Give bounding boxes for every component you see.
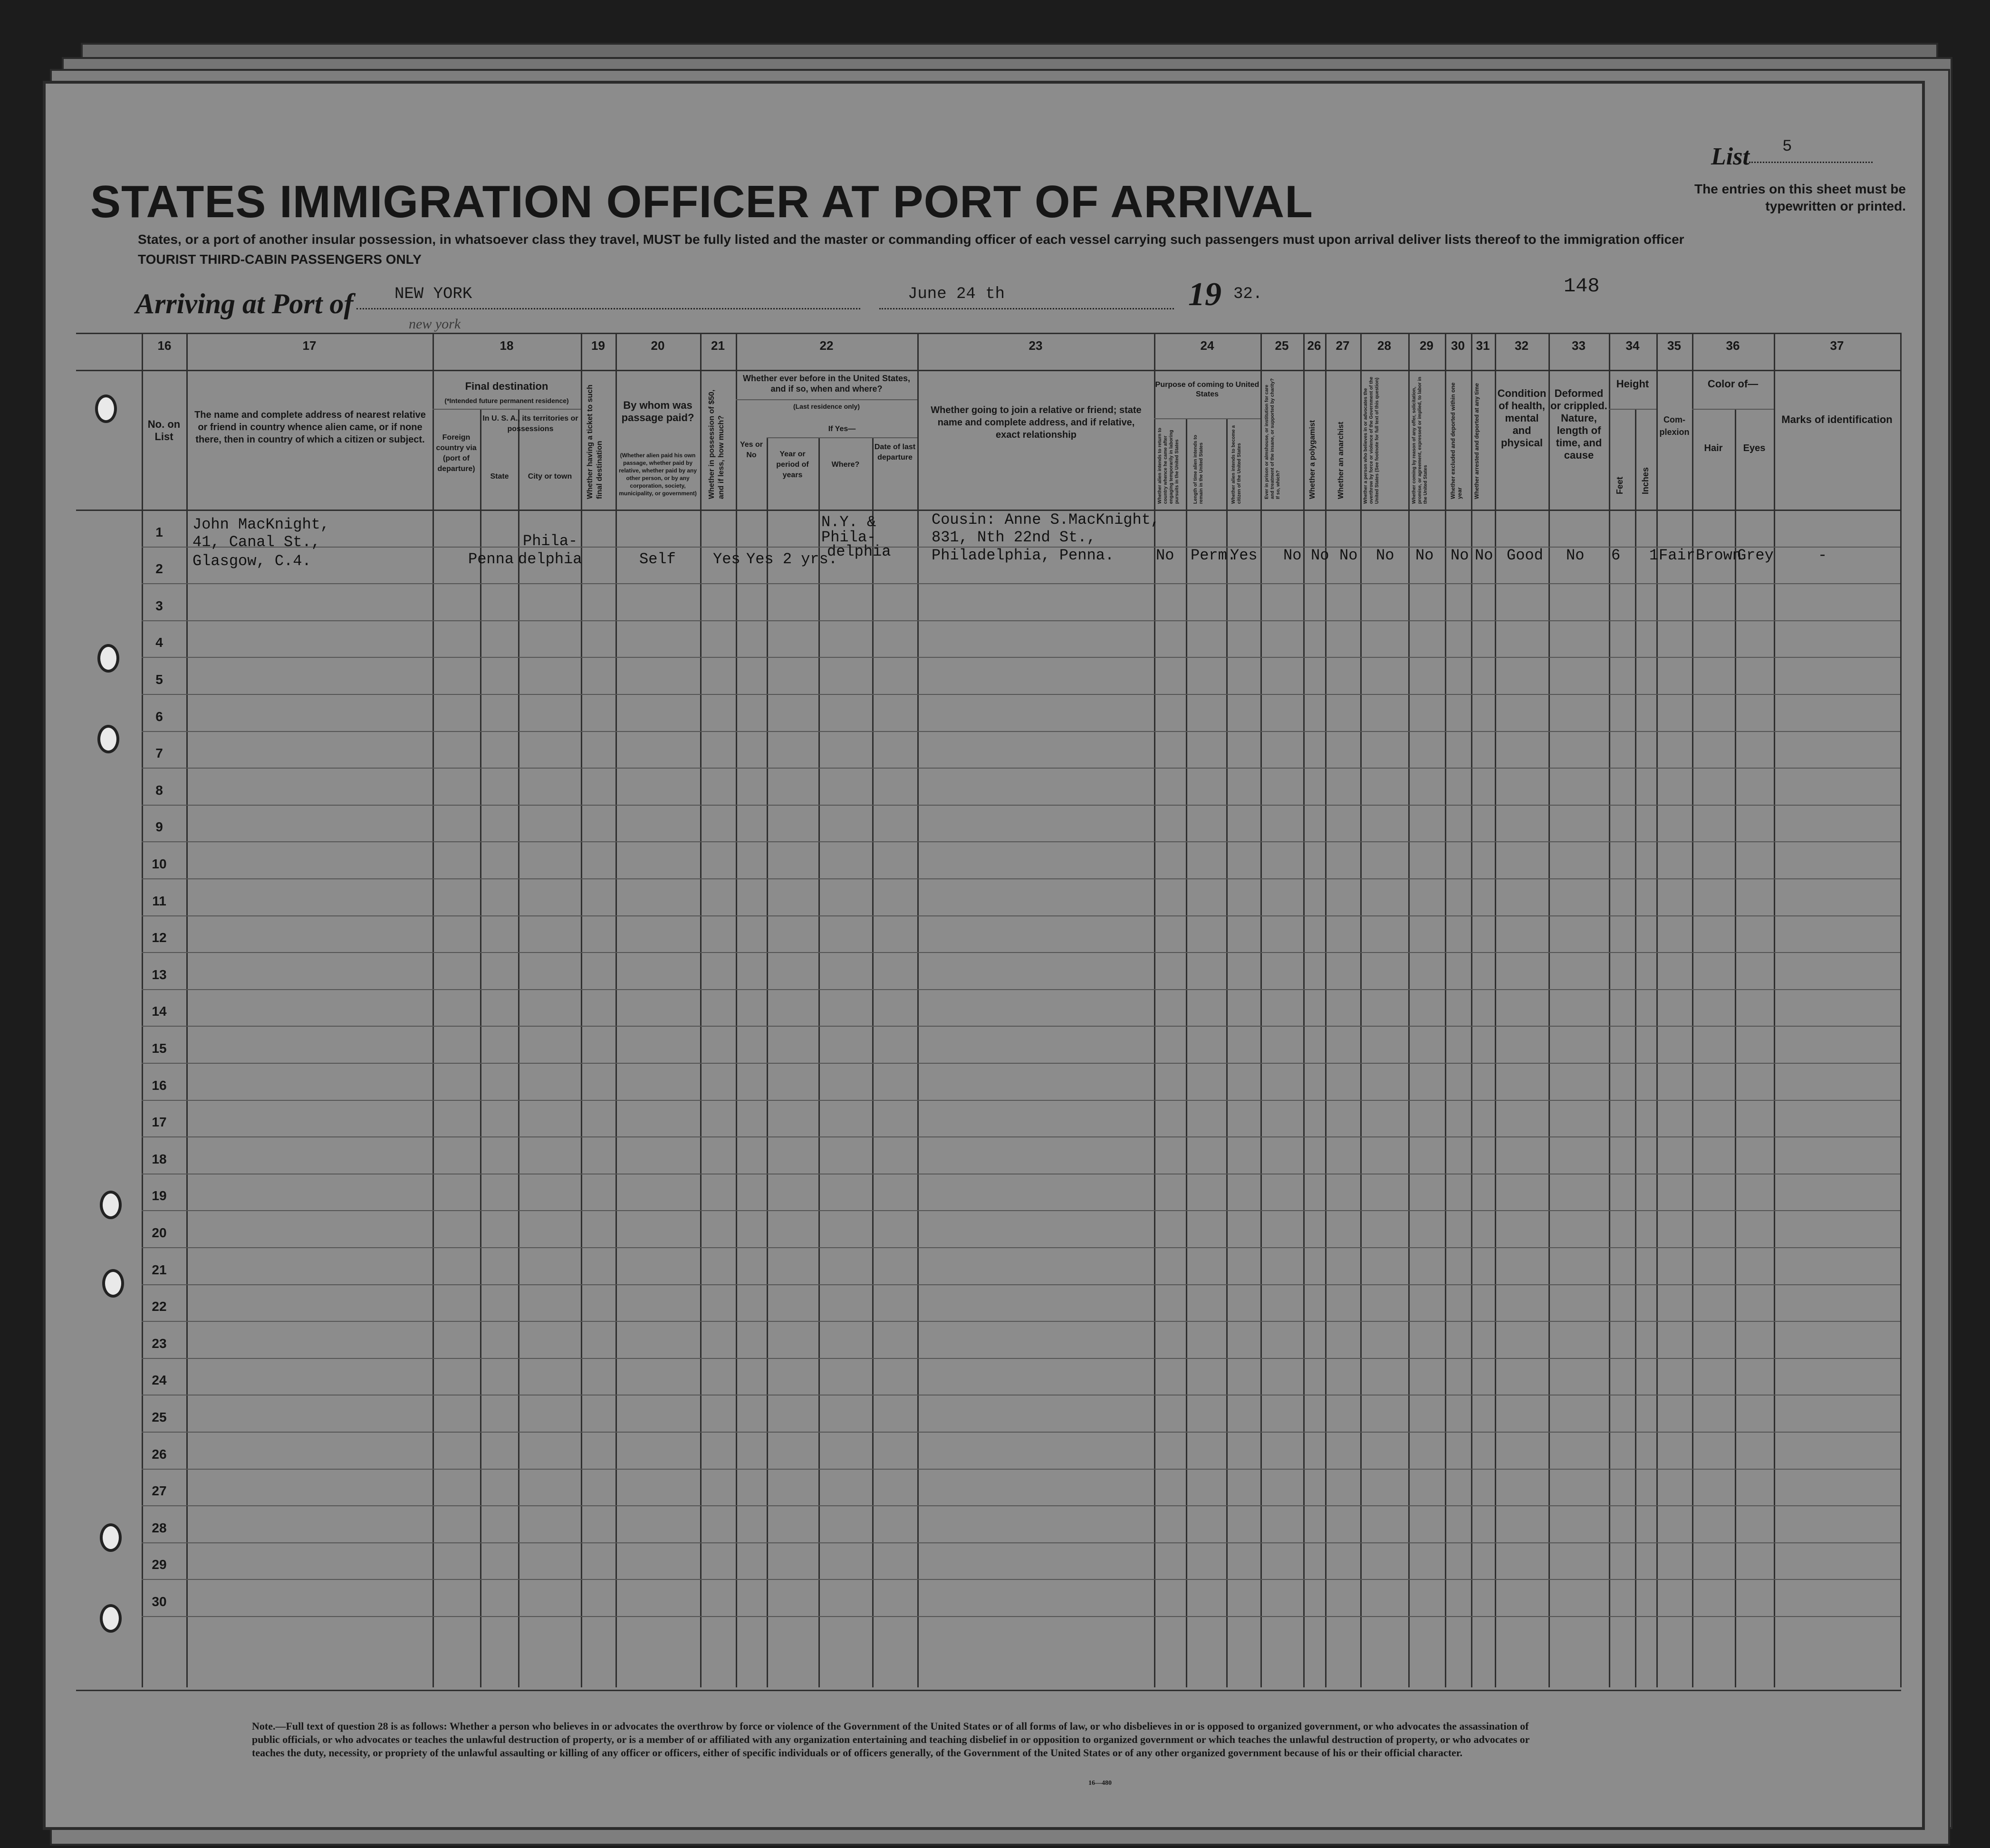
header-inches: Inches: [1641, 467, 1650, 494]
entry-inches: 1: [1649, 547, 1659, 564]
header-join-relative: Whether going to join a relative or friend; state name and complete address, and if relative, exact relationship: [931, 405, 1142, 440]
row-number: 29: [152, 1557, 167, 1572]
col-rule: [581, 333, 582, 1687]
instruction-line: States, or a port of another insular possession, in whatsoever class they travel, MUST be fully listed and the master or commanding officer of each vessel carrying such passengers must upon arrival deliver lists thereof to the immigration officer: [138, 232, 1684, 247]
col-num-25: 25: [1275, 338, 1289, 353]
col-rule: [1408, 333, 1410, 1687]
col-rule: [1635, 409, 1636, 1687]
header-q29: Whether coming by reason of any offer, solicitation, promise, or agreement, expressed or implied, to labor in the United States: [1412, 376, 1428, 504]
col-num-33: 33: [1572, 338, 1586, 353]
col-num-27: 27: [1336, 338, 1350, 353]
row-number: 26: [152, 1446, 167, 1462]
header-by-whom-note: (Whether alien paid his own passage, whether paid by relative, whether paid by any other person, or by any corporation, society, municipality, or government): [618, 452, 697, 497]
header-by-whom: By whom was passage paid?: [621, 399, 694, 424]
col-rule: [433, 333, 434, 1687]
col-rule: [700, 333, 702, 1687]
entry-ever-before: Yes 2 yrs.: [746, 550, 838, 568]
header-ticket: Whether having a ticket to such final destination: [586, 385, 604, 499]
row-number: 30: [152, 1594, 167, 1609]
row-number: 13: [152, 967, 167, 982]
col-num-36: 36: [1726, 338, 1740, 353]
header-marks: Marks of identification: [1781, 414, 1893, 425]
arrival-date: June 24 th: [908, 285, 1005, 303]
row-rule: [142, 1616, 1900, 1617]
header-city: City or town: [528, 472, 572, 481]
col-rule: [767, 437, 768, 1687]
entries-note: The entries on this sheet must be typewritten or printed.: [1694, 182, 1906, 213]
entry-where-line1: N.Y. &: [821, 513, 876, 531]
col-num-16: 16: [157, 338, 172, 353]
footer-note: Note.—Full text of question 28 is as follows: Whether a person who believes in or advocates the overthrow by force or violence of the Government of the United States or of all forms of law, or who disbelieves in or is opposed to organized government, or who advocates the assassination of public officials, or who advocates or teaches the unlawful destruction of property, or is a member of or affiliated with any organization entertaining and teaching disbelief in or opposition to organized government or which teaches the unlawful destruction of property, or who advocates or teaches the duty, necessity, or propriety of the unlawful assaulting or killing of any officer or officers, either of specific individuals or of officers generally, of the Government of the United States or of any other organized government because of his or their official character.: [252, 1720, 1530, 1759]
col-num-28: 28: [1377, 338, 1391, 353]
entry-paid-by: Self: [639, 550, 676, 568]
subheader-rule: [433, 409, 581, 410]
row-rule: [142, 583, 1900, 584]
row-number: 21: [152, 1262, 167, 1277]
col-rule: [1774, 333, 1775, 1687]
header-no-on-list: No. on List: [147, 418, 181, 443]
row-rule: [142, 620, 1900, 621]
header-ever-before: Whether ever before in the United States, and if so, when and where?: [742, 374, 911, 394]
port-value: NEW YORK: [394, 285, 472, 303]
row-rule: [142, 1579, 1900, 1580]
entry-q28: No: [1376, 547, 1394, 564]
header-ever-before-note: (Last residence only): [793, 403, 860, 410]
row-rule: [142, 1358, 1900, 1359]
entry-city-line1: Phila-: [523, 532, 578, 550]
header-purpose-citizen: Whether alien intends to become a citizen of the United States: [1231, 425, 1242, 504]
row-number: 3: [155, 598, 163, 613]
header-prison: Ever in prison or almshouse, or institution for care and treatment of the insane, or supported by charity? If so, which?: [1264, 378, 1281, 499]
row-rule: [142, 694, 1900, 695]
row-number: 20: [152, 1225, 167, 1240]
col-rule: [1154, 333, 1155, 1687]
entry-prison: No: [1283, 547, 1302, 564]
year-suffix: 32.: [1233, 285, 1263, 303]
col-rule: [1325, 333, 1327, 1687]
header-foreign-country: Foreign country via (port of departure): [436, 433, 477, 473]
subheader-rule: [1609, 409, 1656, 410]
header-complexion: Com-plexion: [1659, 415, 1690, 437]
row-number: 27: [152, 1483, 167, 1499]
col-rule: [1445, 333, 1446, 1687]
row-number: 14: [152, 1004, 167, 1019]
header-final-destination: Final destination: [465, 380, 548, 392]
row-rule: [142, 731, 1900, 732]
header-q30: Whether excluded and deported within one year: [1450, 382, 1463, 499]
header-hair: Hair: [1704, 443, 1723, 453]
row-number: 18: [152, 1151, 167, 1166]
col-rule: [1692, 333, 1693, 1687]
col-rule: [1900, 333, 1902, 1687]
col-rule: [1656, 333, 1658, 1687]
row-rule: [142, 989, 1900, 990]
row-rule: [142, 1284, 1900, 1285]
header-purpose: Purpose of coming to United States: [1155, 381, 1259, 398]
row-number: 5: [155, 672, 163, 687]
row-rule: [142, 1136, 1900, 1137]
row-number: 11: [152, 893, 166, 908]
table-bottom-rule: [76, 1690, 1901, 1691]
list-number: 5: [1782, 138, 1792, 156]
col-num-17: 17: [302, 338, 317, 353]
header-color-of: Color of—: [1707, 378, 1759, 390]
col-rule: [872, 437, 874, 1687]
row-rule: [142, 1100, 1900, 1101]
col-rule: [480, 409, 481, 1687]
row-number: 19: [152, 1188, 167, 1203]
header-purpose-length: Length of time alien intends to remain in the United States: [1193, 435, 1204, 504]
row-number: 7: [155, 746, 163, 761]
col-num-21: 21: [711, 338, 725, 353]
col-rule: [1260, 333, 1262, 1687]
entry-length-of-stay: Perm.: [1191, 547, 1237, 564]
header-health: Condition of health, mental and physical: [1497, 387, 1547, 449]
col-num-20: 20: [651, 338, 665, 353]
row-number: 23: [152, 1336, 167, 1351]
col-rule: [1360, 333, 1362, 1687]
header-where: Where?: [831, 461, 860, 469]
entry-marks: -: [1818, 547, 1827, 564]
arriving-label: Arriving at Port of: [135, 288, 354, 319]
entry-feet: 6: [1611, 547, 1621, 564]
year-prefix: 19: [1188, 276, 1221, 313]
col-rule: [917, 333, 919, 1687]
col-rule: [1186, 418, 1187, 1687]
row-rule: [142, 1395, 1900, 1396]
list-label: List: [1711, 143, 1750, 170]
col-num-23: 23: [1029, 338, 1043, 353]
row-number: 28: [152, 1520, 167, 1535]
header-feet: Feet: [1615, 476, 1625, 494]
row-number: 9: [155, 819, 163, 835]
column-number-rule: [76, 370, 1901, 371]
col-num-18: 18: [500, 338, 514, 353]
entry-state: Penna: [468, 550, 514, 568]
col-num-19: 19: [591, 338, 605, 353]
row-number: 16: [152, 1078, 167, 1093]
header-anarchist: Whether an anarchist: [1337, 422, 1345, 499]
col-rule: [1471, 333, 1472, 1687]
entry-citizen-intent: Yes: [1230, 547, 1258, 564]
header-state: State: [490, 472, 509, 481]
subheader-rule: [767, 437, 917, 438]
row-rule: [142, 1321, 1900, 1322]
entry-join-line1: Cousin: Anne S.MacKnight,: [932, 511, 1160, 529]
entry-eyes: Grey: [1737, 547, 1774, 564]
row-number: 12: [152, 930, 167, 945]
row-rule: [142, 1505, 1900, 1506]
table-top-rule: [76, 333, 1901, 334]
row-rule: [142, 1432, 1900, 1433]
col-num-29: 29: [1420, 338, 1433, 353]
row-number: 15: [152, 1041, 167, 1056]
header-if-yes: If Yes—: [828, 425, 856, 433]
entry-relative-line3: Glasgow, C.4.: [192, 552, 311, 570]
entry-city-line2: delphia: [518, 550, 582, 568]
col-rule: [818, 437, 820, 1687]
entry-where-line3: delphia: [827, 543, 891, 560]
page-number: 148: [1564, 275, 1600, 298]
col-rule: [186, 333, 188, 1687]
row-number: 2: [155, 561, 163, 577]
row-rule: [142, 1469, 1900, 1470]
class-line: TOURIST THIRD-CABIN PASSENGERS ONLY: [138, 252, 422, 267]
row-rule: [142, 952, 1900, 953]
row-number: 10: [152, 857, 167, 871]
col-rule: [736, 333, 737, 1687]
header-nearest-relative: The name and complete address of nearest relative or friend in country whence alien came, or if none there, then in country of which a citizen or subject.: [194, 410, 426, 445]
row-rule: [142, 1063, 1900, 1064]
col-rule: [1609, 333, 1610, 1687]
row-rule: [142, 1247, 1900, 1248]
row-rule: [142, 768, 1900, 769]
col-num-35: 35: [1667, 338, 1681, 353]
col-num-26: 26: [1307, 338, 1321, 353]
col-rule: [1495, 333, 1496, 1687]
entry-health: Good: [1507, 547, 1543, 564]
row-number: 1: [155, 524, 163, 539]
header-purpose-return: Whether alien intends to return to country whence he came after engaging temporarily in laboring pursuits in the United States: [1157, 427, 1180, 504]
row-rule: [142, 1210, 1900, 1211]
col-num-34: 34: [1625, 338, 1640, 353]
row-number: 8: [155, 782, 163, 798]
port-handwritten: new york: [409, 316, 461, 332]
page-title: STATES IMMIGRATION OFFICER AT PORT OF ARRIVAL: [90, 176, 1313, 227]
col-rule: [1303, 333, 1305, 1687]
header-polygamist: Whether a polygamist: [1308, 420, 1317, 499]
entry-hair: Brown: [1696, 547, 1742, 564]
col-rule: [518, 409, 519, 1687]
header-height: Height: [1616, 378, 1649, 390]
entry-join-line2: 831, Nth 22nd St.,: [932, 529, 1096, 546]
subheader-rule: [1692, 409, 1774, 410]
col-rule: [1735, 409, 1736, 1687]
row-rule: [142, 841, 1900, 842]
row-rule: [142, 805, 1900, 806]
row-number: 17: [152, 1115, 167, 1130]
subheader-rule: [1154, 418, 1260, 419]
header-in-usa: In U. S. A., its territories or possessions: [482, 414, 578, 433]
col-num-37: 37: [1830, 338, 1844, 353]
row-number: 4: [155, 635, 163, 650]
form-number: 16—480: [1088, 1780, 1112, 1787]
col-rule: [615, 333, 617, 1687]
col-rule: [1226, 418, 1228, 1687]
col-rule: [1548, 333, 1550, 1687]
entry-return-intent: No: [1156, 547, 1174, 564]
header-possession-50: Whether in possession of $50, and if less, how much?: [708, 389, 725, 499]
header-q31: Whether arrested and deported at any time: [1473, 383, 1480, 499]
entry-complexion: Fair: [1659, 547, 1695, 564]
header-date-last: Date of last departure: [874, 443, 916, 462]
col-num-32: 32: [1515, 338, 1529, 353]
row-number: 24: [152, 1373, 167, 1388]
header-yes-or-no: Yes or No: [740, 441, 763, 459]
entry-q29: No: [1415, 547, 1434, 564]
entry-q31: No: [1475, 547, 1493, 564]
entry-relative-line1: John MacKnight,: [192, 516, 330, 533]
row-number: 6: [155, 709, 163, 724]
entry-anarchist: No: [1339, 547, 1358, 564]
row-rule: [142, 878, 1900, 879]
row-number: 25: [152, 1410, 167, 1424]
entry-possession: Yes: [713, 550, 740, 568]
entry-relative-line2: 41, Canal St.,: [192, 533, 320, 551]
header-q28: Whether a person who believes in or advocates the overthrow by force or violence of the Government of the United States (See footnote for full text of this question): [1363, 376, 1380, 504]
col-num-31: 31: [1476, 338, 1490, 353]
header-eyes: Eyes: [1743, 443, 1766, 453]
row-rule: [142, 657, 1900, 658]
entry-deformed: No: [1566, 547, 1585, 564]
row-rule: [142, 1542, 1900, 1543]
header-final-destination-note: (*Intended future permanent residence): [444, 397, 569, 404]
row-rule: [142, 915, 1900, 916]
col-num-30: 30: [1451, 338, 1465, 353]
entry-polygamist: No: [1311, 547, 1329, 564]
col-num-24: 24: [1200, 338, 1214, 353]
row-rule: [142, 1026, 1900, 1027]
header-year-period: Year or period of years: [776, 450, 809, 479]
entry-join-line3: Philadelphia, Penna.: [932, 547, 1115, 564]
header-deformed: Deformed or crippled. Nature, length of time, and cause: [1550, 387, 1607, 461]
entry-q30: No: [1451, 547, 1469, 564]
row-number: 22: [152, 1299, 167, 1314]
entry-where-line2: Phila-: [821, 529, 876, 546]
col-num-22: 22: [819, 338, 834, 353]
